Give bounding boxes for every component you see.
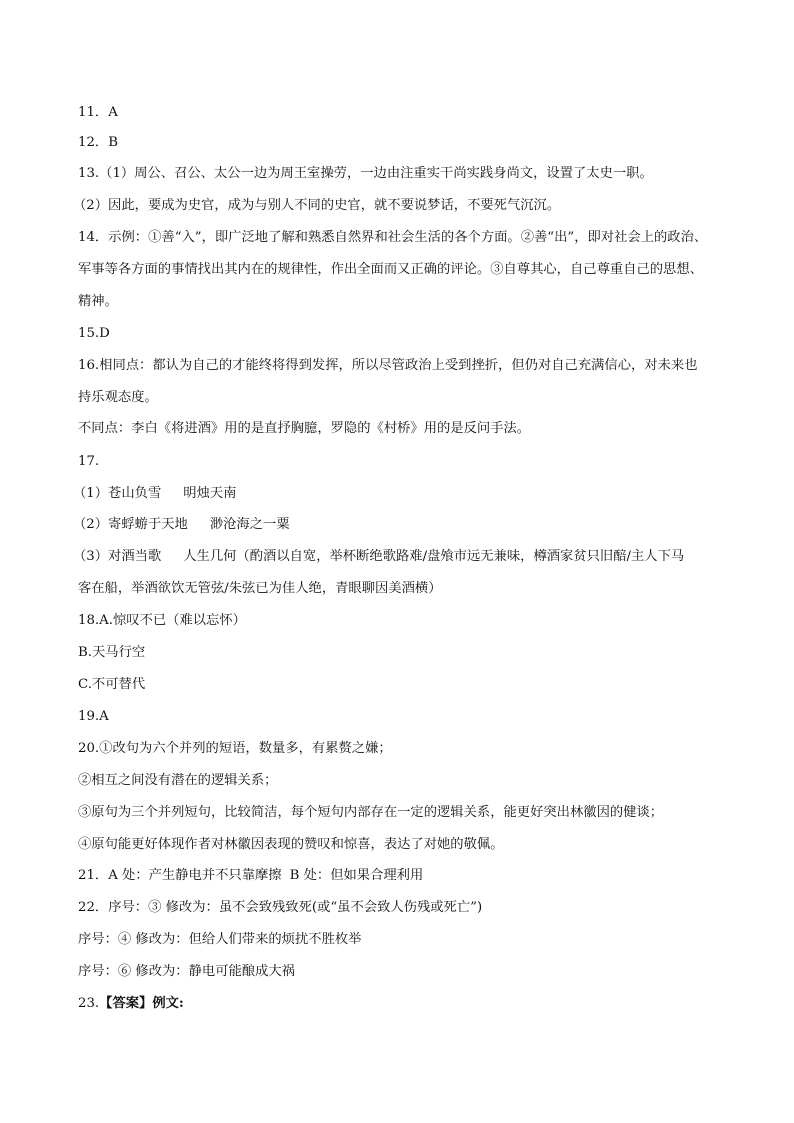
answer-20-point-2: ②相互之间没有潜在的逻辑关系； [78, 773, 278, 788]
answer-22-item-3: 序号：⑥ 修改为：静电可能酿成大祸 [78, 964, 295, 979]
answer-19: 19.A [78, 709, 109, 724]
answer-13-part-2: （2）因此，要成为史官，成为与别人不同的史官，就不要说梦话，不要死气沉沉。 [73, 198, 561, 213]
answer-23 [78, 995, 728, 1013]
answer-16-line-2: 持乐观态度。 [78, 390, 158, 405]
answer-17-item-1-second: 明烛天南 [183, 486, 237, 501]
answer-23-label: 【答案】例文: [99, 996, 184, 1011]
answer-17-item-3-continued: 客在船，举酒欲饮无管弦/朱弦已为佳人绝，青眼聊因美酒横） [78, 581, 442, 596]
answer-16-line-1: 16.相同点：都认为自己的才能终将得到发挥，所以尽管政治上受到挫折，但仍对自己充满信心，对未来也 [78, 358, 698, 373]
answer-20-point-4: ④原句能更好体现作者对林徽因表现的赞叹和惊喜，表达了对她的敬佩。 [78, 837, 504, 852]
answer-14-line-2: 军事等各方面的事情找出其内在的规律性，作出全面而又正确的评论。③自尊其心，自己尊重自己的思想、 [78, 262, 703, 277]
answer-17-item-3-second: 人生几何（酌酒以自宽，举杯断绝歌路难/盘飧市远无兼味，樽酒家贫只旧醅/主人下马 [183, 549, 685, 564]
answer-21-b: B 处：但如果合理利用 [289, 868, 424, 883]
answer-22-item-1: 22．序号：③ 修改为：虽不会致残致死(或“虽不会致人伤残或死亡”) [78, 900, 483, 915]
answer-20-point-3: ③原句为三个并列短句，比较简洁，每个短句内部存在一定的逻辑关系，能更好突出林徽因的健谈； [78, 805, 664, 820]
answer-18-c: C.不可替代 [78, 677, 146, 692]
answer-13-part-1: 13.（1）周公、召公、太公一边为周王室操劳，一边由注重实干尚实践身尚文，设置了太史一职。 [78, 166, 653, 181]
answer-17-item-2-first: （2）寄蜉蝣于天地 [73, 517, 188, 532]
answer-21 [78, 867, 728, 885]
answer-14-line-3: 精神。 [78, 294, 118, 309]
answer-17-item-3-first: （3）对酒当歌 [73, 549, 162, 564]
answer-20-point-1: 20.①改句为六个并列的短语，数量多，有累赘之嫌； [78, 741, 392, 756]
answer-14-line-1: 14．示例：①善“入”，即广泛地了解和熟悉自然界和社会生活的各个方面。②善“出”，即对社会上的政治、 [78, 230, 708, 245]
answer-15: 15.D [78, 326, 110, 341]
answer-23-number: 23. [78, 996, 100, 1011]
answer-12: 12．B [78, 135, 118, 150]
answer-17-item-2-second: 渺沧海之一粟 [209, 517, 290, 532]
answer-17-item-2 [73, 516, 723, 534]
answer-21-a: 21．A 处：产生静电并不只靠摩擦 [78, 868, 282, 883]
answer-16-line-3: 不同点：李白《将进酒》用的是直抒胸臆，罗隐的《村桥》用的是反问手法。 [78, 421, 531, 436]
answer-17-item-1-first: （1）苍山负雪 [73, 486, 162, 501]
answer-22-item-2: 序号：④ 修改为：但给人们带来的烦扰不胜枚举 [78, 932, 362, 947]
answer-18-a: 18.A.惊叹不已（难以忘怀） [78, 613, 246, 628]
answer-17-item-1 [73, 485, 723, 503]
answer-17-item-3 [73, 548, 723, 566]
answer-18-b: B.天马行空 [78, 645, 146, 660]
answer-11: 11．A [78, 105, 118, 120]
answer-17: 17. [78, 454, 100, 469]
